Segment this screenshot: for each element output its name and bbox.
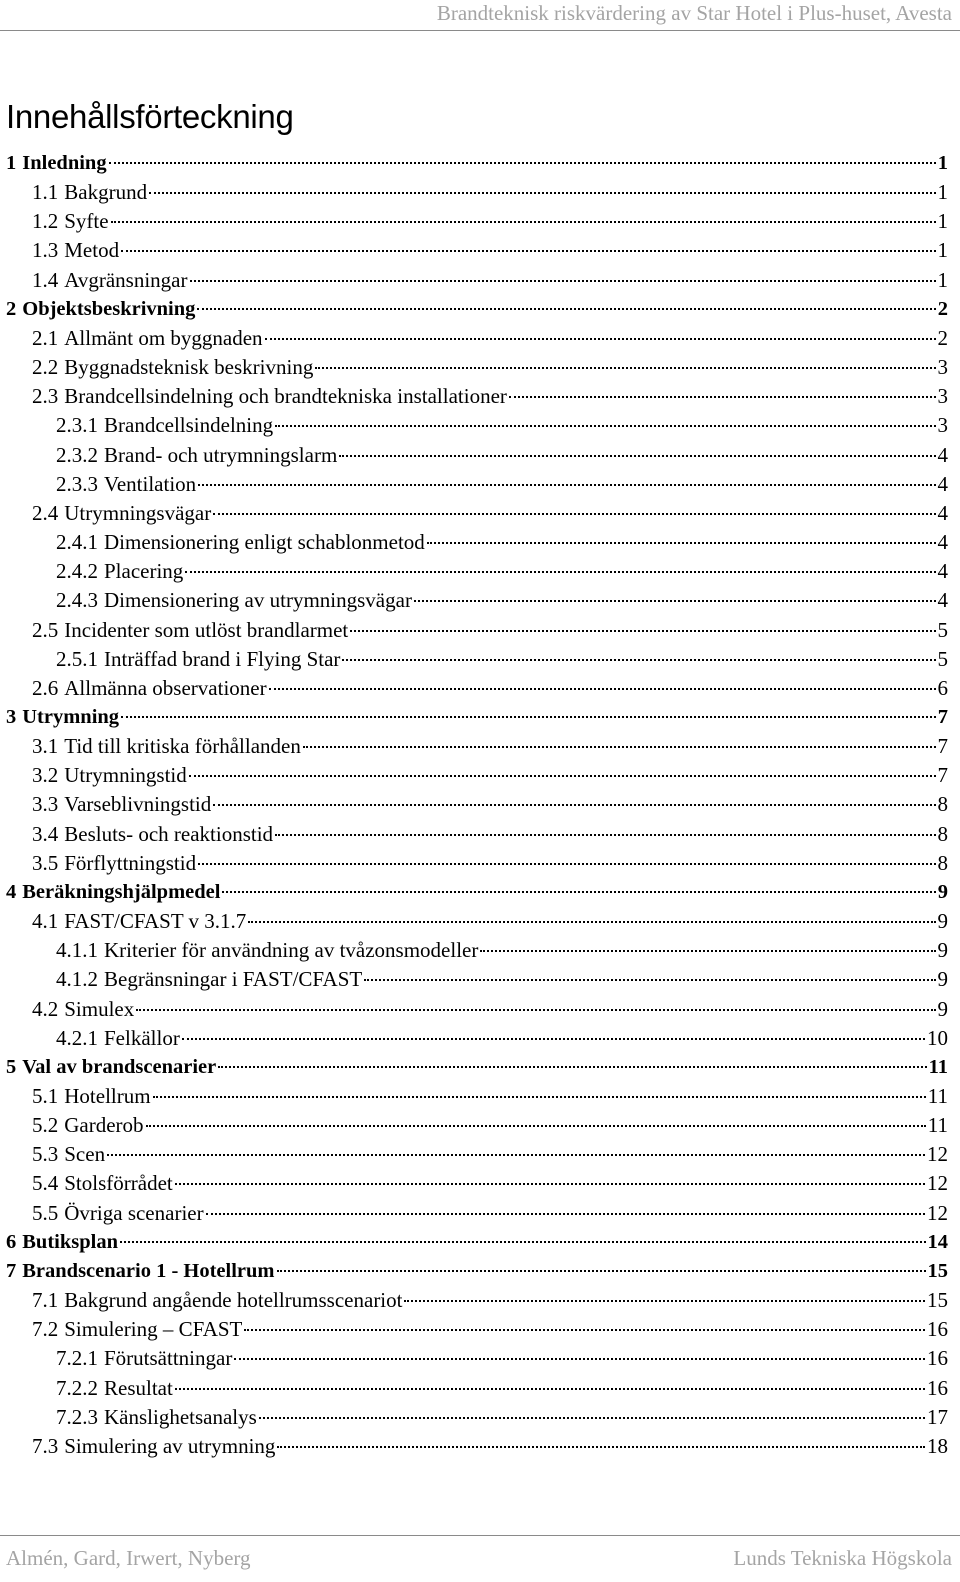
toc-entry-page: 1 bbox=[937, 209, 948, 234]
dot-leader bbox=[509, 396, 936, 398]
toc-entry[interactable] bbox=[0, 528, 960, 557]
toc-entry[interactable] bbox=[0, 849, 960, 878]
toc-entry-number: 3.1 bbox=[32, 734, 59, 759]
dot-leader bbox=[182, 1038, 925, 1040]
toc-entry-page: 1 bbox=[937, 238, 948, 263]
toc-entry[interactable] bbox=[0, 1315, 960, 1344]
toc-entry[interactable] bbox=[0, 1344, 960, 1373]
toc-entry-page: 12 bbox=[927, 1142, 948, 1167]
toc-entry-title: Varseblivningstid bbox=[64, 792, 212, 817]
table-of-contents bbox=[0, 149, 960, 1461]
toc-entry-number: 2.4.2 bbox=[56, 559, 98, 584]
dot-leader bbox=[277, 1270, 926, 1272]
toc-entry-page: 1 bbox=[937, 152, 948, 174]
toc-entry-number: 7 bbox=[6, 1259, 17, 1282]
toc-entry-page: 11 bbox=[927, 1113, 948, 1138]
toc-entry-title: Förutsättningar bbox=[104, 1346, 233, 1371]
dot-leader bbox=[339, 455, 935, 457]
toc-entry-page: 14 bbox=[927, 1230, 948, 1253]
dot-leader bbox=[244, 1329, 925, 1331]
toc-entry-title: Kriterier för användning av tvåzonsmodeller bbox=[104, 938, 479, 963]
toc-entry[interactable] bbox=[0, 1082, 960, 1111]
toc-entry[interactable] bbox=[0, 761, 960, 790]
toc-entry-page: 8 bbox=[937, 821, 948, 846]
toc-entry-page: 8 bbox=[937, 850, 948, 875]
toc-entry-title: Incidenter som utlöst brandlarmet bbox=[64, 617, 349, 642]
toc-entry-title: Utrymningstid bbox=[64, 763, 187, 788]
toc-entry-title: Dimensionering av utrymningsvägar bbox=[104, 588, 412, 613]
dot-leader bbox=[190, 280, 936, 282]
toc-entry-page: 10 bbox=[927, 1025, 948, 1050]
toc-entry-title: Övriga scenarier bbox=[64, 1200, 204, 1225]
toc-entry-page: 7 bbox=[937, 705, 948, 728]
toc-entry-title: Scen bbox=[64, 1142, 106, 1167]
toc-entry-page: 4 bbox=[937, 530, 948, 555]
toc-entry[interactable] bbox=[0, 411, 960, 440]
toc-entry-title: Simulering – CFAST bbox=[64, 1317, 243, 1342]
dot-leader bbox=[342, 659, 935, 661]
toc-entry-number: 2.3 bbox=[32, 384, 59, 409]
dot-leader bbox=[275, 425, 935, 427]
dot-leader bbox=[197, 308, 935, 310]
toc-entry[interactable] bbox=[0, 178, 960, 207]
toc-entry-number: 7.2 bbox=[32, 1317, 59, 1342]
toc-entry-title: Felkällor bbox=[104, 1025, 180, 1050]
toc-entry[interactable] bbox=[0, 207, 960, 236]
dot-leader bbox=[222, 891, 935, 893]
toc-entry-number: 1 bbox=[6, 152, 17, 174]
toc-entry-number: 2.5 bbox=[32, 617, 59, 642]
dot-leader bbox=[315, 367, 935, 369]
toc-entry[interactable] bbox=[0, 236, 960, 265]
dot-leader bbox=[303, 746, 936, 748]
toc-entry-page: 12 bbox=[927, 1171, 948, 1196]
toc-entry-page: 6 bbox=[937, 675, 948, 700]
toc-entry-title: FAST/CFAST v 3.1.7 bbox=[64, 909, 247, 934]
toc-entry-number: 5.4 bbox=[32, 1171, 59, 1196]
toc-entry-page: 4 bbox=[937, 559, 948, 584]
toc-entry-title: Bakgrund angående hotellrumsscenariot bbox=[64, 1288, 403, 1313]
toc-entry-number: 5.3 bbox=[32, 1142, 59, 1167]
toc-entry-title: Allmänt om byggnaden bbox=[64, 325, 263, 350]
toc-entry-number: 2.3.2 bbox=[56, 442, 98, 467]
toc-entry-number: 2.4.1 bbox=[56, 530, 98, 555]
toc-entry-page: 17 bbox=[927, 1404, 948, 1429]
dot-leader bbox=[414, 600, 936, 602]
toc-entry-title: Butiksplan bbox=[22, 1230, 118, 1253]
dot-leader bbox=[265, 338, 936, 340]
toc-entry[interactable] bbox=[0, 995, 960, 1024]
toc-entry-number: 3 bbox=[6, 705, 17, 728]
toc-entry-number: 7.2.1 bbox=[56, 1346, 98, 1371]
toc-entry-page: 3 bbox=[937, 384, 948, 409]
dot-leader bbox=[146, 1125, 926, 1127]
toc-entry[interactable] bbox=[0, 1432, 960, 1461]
toc-entry[interactable] bbox=[0, 936, 960, 965]
dot-leader bbox=[185, 571, 935, 573]
toc-entry-number: 4.2 bbox=[32, 996, 59, 1021]
toc-entry[interactable] bbox=[0, 703, 960, 732]
toc-entry-page: 9 bbox=[937, 938, 948, 963]
dot-leader bbox=[206, 1213, 925, 1215]
toc-entry[interactable] bbox=[0, 324, 960, 353]
toc-entry-page: 4 bbox=[937, 442, 948, 467]
toc-entry-number: 4.2.1 bbox=[56, 1025, 98, 1050]
toc-entry-page: 11 bbox=[928, 1055, 948, 1078]
toc-title: Innehållsförteckning bbox=[6, 98, 294, 135]
toc-entry-number: 2.1 bbox=[32, 325, 59, 350]
running-header bbox=[0, 0, 960, 31]
toc-entry-page: 15 bbox=[927, 1259, 948, 1282]
toc-entry-title: Garderob bbox=[64, 1113, 144, 1138]
dot-leader bbox=[350, 630, 935, 632]
toc-entry-number: 5.5 bbox=[32, 1200, 59, 1225]
dot-leader bbox=[275, 834, 935, 836]
toc-entry-number: 7.2.2 bbox=[56, 1375, 98, 1400]
toc-entry-page: 4 bbox=[937, 471, 948, 496]
dot-leader bbox=[107, 1154, 925, 1156]
toc-entry-title: Begränsningar i FAST/CFAST bbox=[104, 967, 363, 992]
toc-entry-number: 1.1 bbox=[32, 180, 59, 205]
toc-entry-page: 1 bbox=[937, 267, 948, 292]
toc-entry[interactable] bbox=[0, 1374, 960, 1403]
toc-entry-page: 9 bbox=[937, 967, 948, 992]
toc-entry-number: 5.2 bbox=[32, 1113, 59, 1138]
dot-leader bbox=[175, 1388, 925, 1390]
toc-entry-number: 4.1.2 bbox=[56, 967, 98, 992]
toc-entry-number: 2.3.1 bbox=[56, 413, 98, 438]
dot-leader bbox=[364, 979, 935, 981]
toc-entry-page: 9 bbox=[937, 880, 948, 903]
toc-entry-title: Dimensionering enligt schablonmetod bbox=[104, 530, 425, 555]
footer-institution: Lunds Tekniska Högskola bbox=[733, 1546, 952, 1570]
toc-entry-title: Val av brandscenarier bbox=[22, 1055, 217, 1078]
toc-entry[interactable] bbox=[0, 557, 960, 586]
toc-entry-page: 16 bbox=[927, 1375, 948, 1400]
toc-entry[interactable] bbox=[0, 586, 960, 615]
dot-leader bbox=[111, 221, 936, 223]
toc-entry[interactable] bbox=[0, 674, 960, 703]
toc-entry[interactable] bbox=[0, 1140, 960, 1169]
toc-entry[interactable] bbox=[0, 499, 960, 528]
toc-entry-title: Objektsbeskrivning bbox=[22, 297, 196, 320]
toc-entry-page: 15 bbox=[927, 1288, 948, 1313]
toc-entry-page: 11 bbox=[927, 1084, 948, 1108]
toc-entry-number: 7.3 bbox=[32, 1433, 59, 1458]
dot-leader bbox=[277, 1446, 925, 1448]
toc-entry-title: Brandscenario 1 - Hotellrum bbox=[22, 1259, 275, 1282]
dot-leader bbox=[213, 513, 935, 515]
toc-entry-page: 3 bbox=[937, 413, 948, 438]
toc-entry-number: 6 bbox=[6, 1230, 17, 1253]
toc-entry-number: 4.1 bbox=[32, 909, 59, 934]
toc-entry-title: Simulex bbox=[64, 996, 135, 1021]
toc-entry-title: Avgränsningar bbox=[64, 267, 188, 292]
toc-entry-page: 7 bbox=[937, 763, 948, 788]
dot-leader bbox=[259, 1417, 925, 1419]
toc-entry[interactable] bbox=[0, 1053, 960, 1082]
toc-entry-number: 7.2.3 bbox=[56, 1404, 98, 1429]
toc-entry-title: Simulering av utrymning bbox=[64, 1433, 276, 1458]
toc-entry-title: Besluts- och reaktionstid bbox=[64, 821, 274, 846]
toc-entry[interactable] bbox=[0, 790, 960, 819]
toc-entry-title: Inledning bbox=[22, 152, 107, 174]
toc-entry[interactable] bbox=[0, 616, 960, 645]
toc-entry-title: Beräkningshjälpmedel bbox=[22, 880, 221, 903]
toc-entry[interactable] bbox=[0, 382, 960, 411]
toc-entry-title: Inträffad brand i Flying Star bbox=[104, 646, 341, 671]
toc-entry-title: Tid till kritiska förhållanden bbox=[64, 734, 301, 759]
dot-leader bbox=[149, 192, 935, 194]
toc-entry-page: 9 bbox=[937, 909, 948, 934]
toc-entry-title: Syfte bbox=[64, 209, 109, 234]
toc-entry[interactable] bbox=[0, 1111, 960, 1140]
running-footer bbox=[0, 1535, 960, 1582]
toc-entry[interactable] bbox=[0, 1199, 960, 1228]
toc-entry-title: Bakgrund bbox=[64, 180, 148, 205]
toc-entry[interactable] bbox=[0, 266, 960, 295]
toc-entry-title: Byggnadsteknisk beskrivning bbox=[64, 355, 314, 380]
toc-entry[interactable] bbox=[0, 732, 960, 761]
toc-entry-page: 7 bbox=[937, 734, 948, 759]
toc-entry[interactable] bbox=[0, 878, 960, 907]
toc-entry-title: Stolsförrådet bbox=[64, 1171, 173, 1196]
toc-entry[interactable] bbox=[0, 1169, 960, 1198]
toc-entry-number: 1.4 bbox=[32, 267, 59, 292]
toc-entry-number: 3.4 bbox=[32, 821, 59, 846]
toc-entry-title: Resultat bbox=[104, 1375, 173, 1400]
toc-entry-number: 3.2 bbox=[32, 763, 59, 788]
toc-entry-title: Utrymningsvägar bbox=[64, 500, 212, 525]
dot-leader bbox=[109, 162, 936, 164]
dot-leader bbox=[248, 921, 935, 923]
toc-entry[interactable] bbox=[0, 295, 960, 324]
dot-leader bbox=[153, 1096, 926, 1098]
toc-entry-number: 1.3 bbox=[32, 238, 59, 263]
toc-entry-page: 5 bbox=[937, 617, 948, 642]
toc-entry-page: 5 bbox=[937, 646, 948, 671]
toc-entry-title: Brandcellsindelning bbox=[104, 413, 274, 438]
toc-entry-number: 5 bbox=[6, 1055, 17, 1078]
toc-entry-page: 2 bbox=[937, 297, 948, 320]
toc-entry[interactable] bbox=[0, 149, 960, 178]
dot-leader bbox=[198, 863, 935, 865]
toc-entry-page: 18 bbox=[927, 1433, 948, 1458]
toc-entry-page: 3 bbox=[937, 355, 948, 380]
toc-entry-title: Brand- och utrymningslarm bbox=[104, 442, 338, 467]
toc-entry-number: 1.2 bbox=[32, 209, 59, 234]
toc-entry-number: 2.2 bbox=[32, 355, 59, 380]
toc-entry[interactable] bbox=[0, 1403, 960, 1432]
toc-entry-page: 16 bbox=[927, 1346, 948, 1371]
dot-leader bbox=[121, 250, 935, 252]
dot-leader bbox=[269, 688, 936, 690]
toc-entry[interactable] bbox=[0, 353, 960, 382]
toc-entry-number: 2.4.3 bbox=[56, 588, 98, 613]
dot-leader bbox=[218, 1066, 926, 1068]
dot-leader bbox=[175, 1183, 925, 1185]
toc-entry[interactable] bbox=[0, 965, 960, 994]
toc-entry[interactable] bbox=[0, 1257, 960, 1286]
dot-leader bbox=[480, 950, 935, 952]
toc-entry[interactable] bbox=[0, 645, 960, 674]
toc-entry-number: 3.5 bbox=[32, 850, 59, 875]
running-header-title: Brandteknisk riskvärdering av Star Hotel i Plus-huset, Avesta bbox=[436, 1, 952, 25]
toc-entry-number: 4 bbox=[6, 880, 17, 903]
toc-entry[interactable] bbox=[0, 1228, 960, 1257]
toc-entry-page: 2 bbox=[937, 325, 948, 350]
dot-leader bbox=[121, 716, 936, 718]
toc-entry-title: Brandcellsindelning och brandtekniska installationer bbox=[64, 384, 507, 409]
toc-entry-page: 9 bbox=[937, 996, 948, 1021]
toc-entry-page: 12 bbox=[927, 1200, 948, 1225]
toc-entry[interactable] bbox=[0, 1024, 960, 1053]
toc-entry-page: 1 bbox=[937, 180, 948, 205]
toc-entry-title: Metod bbox=[64, 238, 120, 263]
footer-authors: Almén, Gard, Irwert, Nyberg bbox=[6, 1546, 251, 1570]
toc-entry-title: Känslighetsanalys bbox=[104, 1404, 257, 1429]
toc-entry[interactable] bbox=[0, 470, 960, 499]
toc-entry-page: 4 bbox=[937, 588, 948, 613]
toc-entry-title: Utrymning bbox=[22, 705, 120, 728]
toc-entry-title: Hotellrum bbox=[64, 1084, 151, 1108]
toc-entry-title: Förflyttningstid bbox=[64, 850, 197, 875]
dot-leader bbox=[198, 484, 935, 486]
dot-leader bbox=[189, 775, 936, 777]
toc-entry-number: 2.3.3 bbox=[56, 471, 98, 496]
dot-leader bbox=[427, 542, 936, 544]
toc-entry-title: Ventilation bbox=[104, 471, 197, 496]
toc-entry-page: 4 bbox=[937, 500, 948, 525]
dot-leader bbox=[136, 1009, 935, 1011]
toc-entry-title: Allmänna observationer bbox=[64, 675, 267, 700]
dot-leader bbox=[120, 1241, 926, 1243]
toc-entry[interactable] bbox=[0, 907, 960, 936]
toc-entry[interactable] bbox=[0, 1286, 960, 1315]
toc-entry-number: 2.5.1 bbox=[56, 646, 98, 671]
toc-entry-number: 2.6 bbox=[32, 675, 59, 700]
dot-leader bbox=[213, 804, 935, 806]
toc-entry-page: 8 bbox=[937, 792, 948, 817]
toc-entry-number: 2 bbox=[6, 297, 17, 320]
dot-leader bbox=[404, 1300, 925, 1302]
toc-entry-number: 2.4 bbox=[32, 500, 59, 525]
toc-entry[interactable] bbox=[0, 820, 960, 849]
toc-entry-number: 5.1 bbox=[32, 1084, 59, 1108]
toc-entry-title: Placering bbox=[104, 559, 184, 584]
dot-leader bbox=[234, 1358, 925, 1360]
toc-entry-number: 3.3 bbox=[32, 792, 59, 817]
toc-entry-number: 4.1.1 bbox=[56, 938, 98, 963]
toc-entry[interactable] bbox=[0, 441, 960, 470]
toc-entry-number: 7.1 bbox=[32, 1288, 59, 1313]
toc-entry-page: 16 bbox=[927, 1317, 948, 1342]
